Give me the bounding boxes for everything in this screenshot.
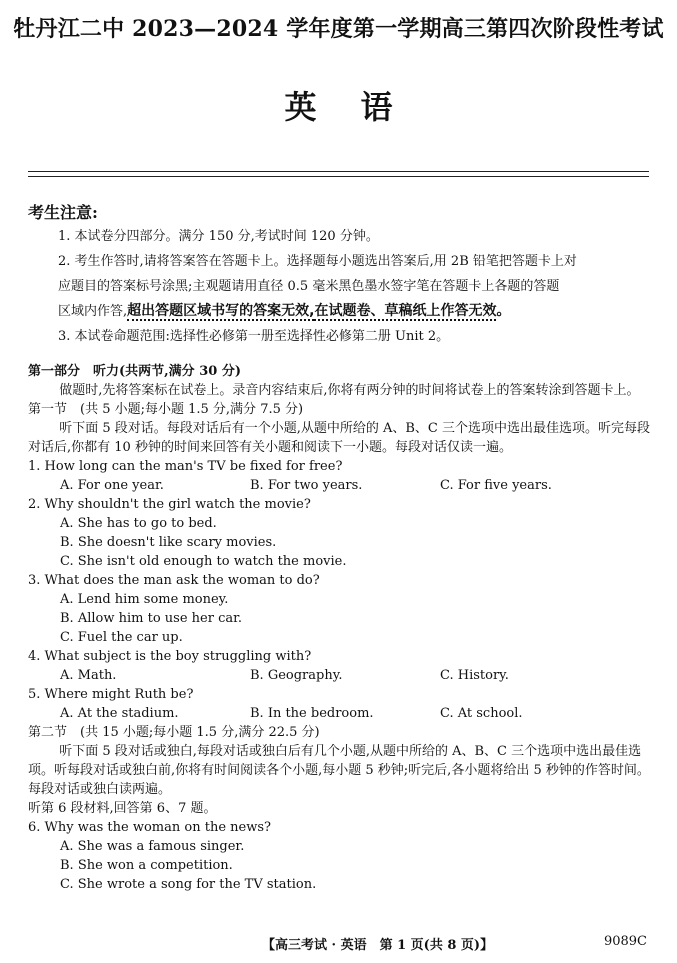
footer-page-info: 【高三考试 · 英语 第 1 页(共 8 页)】 (262, 938, 494, 953)
question-5: 5. Where might Ruth be? (28, 687, 194, 702)
notice-item-2-end (58, 299, 652, 324)
material-6-instruction: 听第 6 段材料,回答第 6、7 题。 (28, 801, 217, 816)
header-divider-top (28, 171, 649, 172)
option-a: A. She has to go to bed. (60, 516, 217, 531)
header-divider-bottom (28, 176, 649, 177)
listening-part (28, 362, 653, 894)
question-6: 6. Why was the woman on the news? (28, 820, 271, 835)
emphasis-period: 。 (496, 303, 511, 319)
option-c: C. For five years. (440, 478, 552, 493)
notice-item-2: 2. 考生作答时,请将答案答在答题卡上。选择题每小题选出答案后,用 2B 铅笔把答题卡上对 (58, 254, 577, 269)
option-b: B. She doesn't like scary movies. (60, 535, 277, 550)
question-2: 2. Why shouldn't the girl watch the movie? (28, 497, 311, 512)
option-c: C. She isn't old enough to watch the movie. (60, 554, 347, 569)
notice-item-1: 1. 本试卷分四部分。满分 150 分,考试时间 120 分钟。 (58, 229, 379, 244)
question-3: 3. What does the man ask the woman to do? (28, 573, 320, 588)
emphasis-draft-paper: 在试题卷、草稿纸上作答无效 (314, 303, 497, 319)
option-b: B. For two years. (250, 478, 363, 493)
question-5-options (28, 704, 653, 723)
emphasis-answer-area: 超出答题区域书写的答案无效, (127, 303, 315, 319)
option-a: A. For one year. (60, 478, 164, 493)
option-c: C. Fuel the car up. (60, 630, 183, 645)
part1-title: 第一部分 听力(共两节,满分 30 分) (28, 364, 241, 379)
subject-title: 英语 (284, 88, 437, 126)
notice-item-3: 3. 本试卷命题范围:选择性必修第一册至选择性必修第二册 Unit 2。 (58, 329, 450, 344)
section1-intro: 听下面 5 段对话。每段对话后有一个小题,从题中所给的 A、B、C 三个选项中选出最佳选项。听完每段对话后,你都有 10 秒钟的时间来回答有关小题和阅读下一小题。每段对话仅读一遍。 (28, 421, 651, 455)
option-b: B. In the bedroom. (250, 706, 374, 721)
notice-item-2-cont: 应题目的答案标号涂黑;主观题请用直径 0.5 毫米黑色墨水签字笔在答题卡上各题的答题 (58, 279, 560, 294)
notice-heading: 考生注意: (28, 203, 98, 222)
section1-heading: 第一节 (共 5 小题;每小题 1.5 分,满分 7.5 分) (28, 402, 304, 417)
option-a: A. Math. (60, 668, 117, 683)
section2-intro: 听下面 5 段对话或独白,每段对话或独白后有几个小题,从题中所给的 A、B、C 三个选项中选出最佳选项。听每段对话或独白前,你将有时间阅读各个小题,每小题 5 秒钟;听完后,各小题将给出 5 秒钟的作答时间。每段对话或独白读两遍。 (28, 744, 650, 797)
option-b: B. Allow him to use her car. (60, 611, 243, 626)
question-1: 1. How long can the man's TV be fixed for free? (28, 459, 343, 474)
option-a: A. Lend him some money. (60, 592, 229, 607)
notice-item-2-tail: 区域内作答, (58, 304, 128, 319)
question-4-options (28, 666, 653, 685)
section2-heading: 第二节 (共 15 小题;每小题 1.5 分,满分 22.5 分) (28, 725, 320, 740)
option-c: C. At school. (440, 706, 523, 721)
part1-intro: 做题时,先将答案标在试卷上。录音内容结束后,你将有两分钟的时间将试卷上的答案转涂到答题卡上。 (59, 383, 640, 398)
question-1-options (28, 476, 653, 495)
option-b: B. She won a competition. (60, 858, 233, 873)
option-b: B. Geography. (250, 668, 343, 683)
question-4: 4. What subject is the boy struggling with? (28, 649, 312, 664)
option-c: C. She wrote a song for the TV station. (60, 877, 317, 892)
option-a: A. She was a famous singer. (60, 839, 245, 854)
exam-title: 牡丹江二中 2023—2024 学年度第一学期高三第四次阶段性考试 (13, 16, 664, 42)
option-a: A. At the stadium. (60, 706, 179, 721)
option-c: C. History. (440, 668, 509, 683)
footer-paper-code: 9089C (603, 934, 647, 949)
notice-list (58, 224, 652, 349)
